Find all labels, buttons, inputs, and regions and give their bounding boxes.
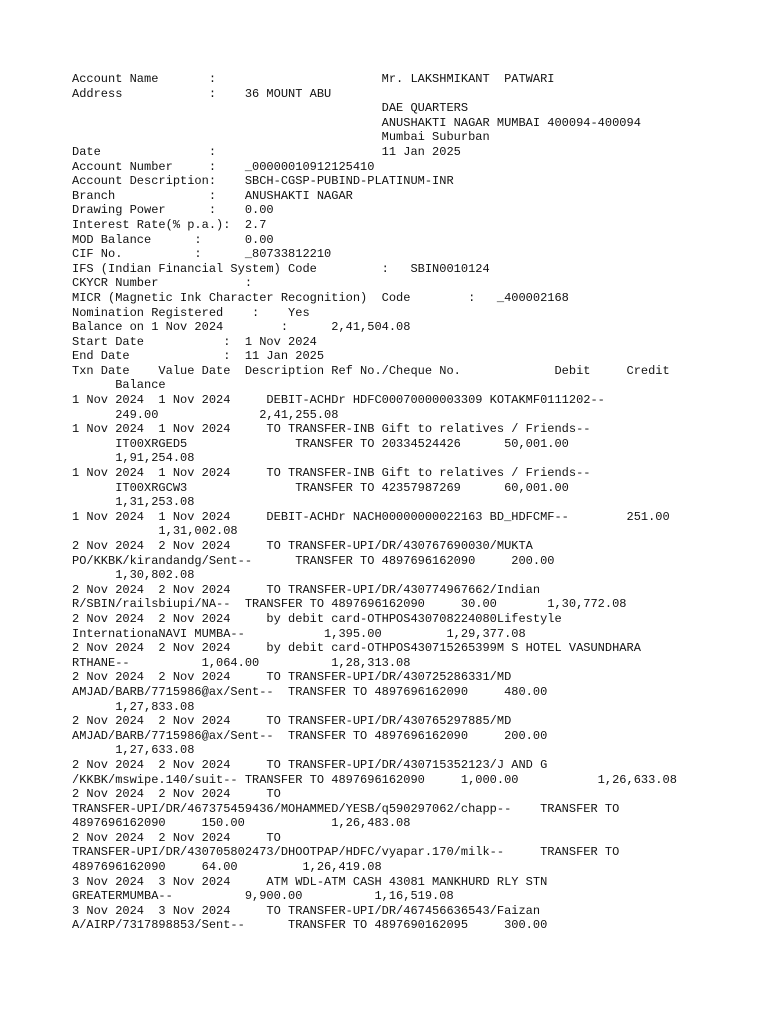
statement-line: 1,27,633.08 xyxy=(72,743,195,758)
statement-line: 249.00 2,41,255.08 xyxy=(72,407,339,422)
statement-line: 1 Nov 2024 1 Nov 2024 DEBIT-ACHDr HDFC00070000003309 KOTAKMF0111202-- xyxy=(72,393,605,408)
statement-line: A/AIRP/7317898853/Sent-- TRANSFER TO 4897690162095 300.00 xyxy=(72,918,548,933)
statement-line: Txn Date Value Date Description Ref No./Cheque No. Debit Credit xyxy=(72,363,670,378)
statement-line: Nomination Registered : Yes xyxy=(72,305,310,320)
statement-line: 3 Nov 2024 3 Nov 2024 ATM WDL-ATM CASH 43081 MANKHURD RLY STN xyxy=(72,874,548,889)
statement-line: 1 Nov 2024 1 Nov 2024 TO TRANSFER-INB Gift to relatives / Friends-- xyxy=(72,422,591,437)
statement-line: IT00XRGCW3 TRANSFER TO 42357987269 60,001.00 xyxy=(72,480,569,495)
statement-line: 2 Nov 2024 2 Nov 2024 TO xyxy=(72,787,281,802)
statement-line: 2 Nov 2024 2 Nov 2024 TO TRANSFER-UPI/DR/430715352123/J AND G xyxy=(72,757,548,772)
statement-line: 1,31,002.08 xyxy=(72,524,238,539)
statement-line: 2 Nov 2024 2 Nov 2024 TO TRANSFER-UPI/DR/430725286331/MD xyxy=(72,670,512,685)
statement-line: 1,27,833.08 xyxy=(72,699,195,714)
bank-statement-text xyxy=(72,72,677,933)
statement-line: AMJAD/BARB/7715986@ax/Sent-- TRANSFER TO 4897696162090 200.00 xyxy=(72,728,548,743)
statement-line: R/SBIN/railsbiupi/NA-- TRANSFER TO 4897696162090 30.00 1,30,772.08 xyxy=(72,597,627,612)
statement-line: 2 Nov 2024 2 Nov 2024 by debit card-OTHPOS430708224080Lifestyle xyxy=(72,611,562,626)
statement-line: Date : 11 Jan 2025 xyxy=(72,144,461,159)
statement-line: 2 Nov 2024 2 Nov 2024 TO TRANSFER-UPI/DR/430765297885/MD xyxy=(72,714,512,729)
statement-line: RTHANE-- 1,064.00 1,28,313.08 xyxy=(72,655,411,670)
statement-line: DAE QUARTERS xyxy=(72,101,469,116)
statement-line: /KKBK/mswipe.140/suit-- TRANSFER TO 4897696162090 1,000.00 1,26,633.08 xyxy=(72,772,677,787)
statement-line: Start Date : 1 Nov 2024 xyxy=(72,334,317,349)
statement-line: 2 Nov 2024 2 Nov 2024 by debit card-OTHPOS430715265399M S HOTEL VASUNDHARA xyxy=(72,641,641,656)
statement-line: Mumbai Suburban xyxy=(72,130,490,145)
statement-line: CIF No. : _80733812210 xyxy=(72,247,332,262)
statement-line: MOD Balance : 0.00 xyxy=(72,232,274,247)
statement-line: 1 Nov 2024 1 Nov 2024 TO TRANSFER-INB Gift to relatives / Friends-- xyxy=(72,466,591,481)
statement-line: GREATERMUMBA-- 9,900.00 1,16,519.08 xyxy=(72,889,454,904)
statement-line: 1,31,253.08 xyxy=(72,495,195,510)
statement-line: 4897696162090 150.00 1,26,483.08 xyxy=(72,816,411,831)
statement-line: Balance on 1 Nov 2024 : 2,41,504.08 xyxy=(72,320,411,335)
statement-line: 2 Nov 2024 2 Nov 2024 TO TRANSFER-UPI/DR/430774967662/Indian xyxy=(72,582,541,597)
statement-line: IFS (Indian Financial System) Code : SBIN0010124 xyxy=(72,261,490,276)
statement-line: End Date : 11 Jan 2025 xyxy=(72,349,325,364)
statement-line: Address : 36 MOUNT ABU xyxy=(72,86,332,101)
statement-line: Account Name : Mr. LAKSHMIKANT PATWARI xyxy=(72,72,555,86)
statement-line: TRANSFER-UPI/DR/430705802473/DHOOTPAP/HDFC/vyapar.170/milk-- TRANSFER TO xyxy=(72,845,620,860)
statement-line: 1 Nov 2024 1 Nov 2024 DEBIT-ACHDr NACH00000000022163 BD_HDFCMF-- 251.00 xyxy=(72,509,670,524)
statement-line: 1,91,254.08 xyxy=(72,451,195,466)
statement-line: InternationaNAVI MUMBA-- 1,395.00 1,29,377.08 xyxy=(72,626,526,641)
statement-line: 4897696162090 64.00 1,26,419.08 xyxy=(72,860,382,875)
statement-line: 1,30,802.08 xyxy=(72,568,195,583)
statement-line: ANUSHAKTI NAGAR MUMBAI 400094-400094 xyxy=(72,115,641,130)
statement-line: IT00XRGED5 TRANSFER TO 20334524426 50,001.00 xyxy=(72,436,569,451)
statement-line: Branch : ANUSHAKTI NAGAR xyxy=(72,188,353,203)
statement-line: PO/KKBK/kirandandg/Sent-- TRANSFER TO 4897696162090 200.00 xyxy=(72,553,555,568)
statement-line: 3 Nov 2024 3 Nov 2024 TO TRANSFER-UPI/DR/467456636543/Faizan xyxy=(72,903,541,918)
statement-line: CKYCR Number : xyxy=(72,276,253,291)
statement-line: Account Description: SBCH-CGSP-PUBIND-PLATINUM-INR xyxy=(72,174,454,189)
statement-line: Drawing Power : 0.00 xyxy=(72,203,274,218)
statement-line: Account Number : _00000010912125410 xyxy=(72,159,375,174)
statement-line: MICR (Magnetic Ink Character Recognition) Code : _400002168 xyxy=(72,290,569,305)
statement-line: Interest Rate(% p.a.): 2.7 xyxy=(72,217,267,232)
statement-line: Balance xyxy=(72,378,166,393)
statement-line: 2 Nov 2024 2 Nov 2024 TO TRANSFER-UPI/DR/430767690030/MUKTA xyxy=(72,539,533,553)
statement-line: AMJAD/BARB/7715986@ax/Sent-- TRANSFER TO 4897696162090 480.00 xyxy=(72,684,548,699)
statement-line: 2 Nov 2024 2 Nov 2024 TO xyxy=(72,830,281,845)
statement-line: TRANSFER-UPI/DR/467375459436/MOHAMMED/YESB/q590297062/chapp-- TRANSFER TO xyxy=(72,801,620,816)
